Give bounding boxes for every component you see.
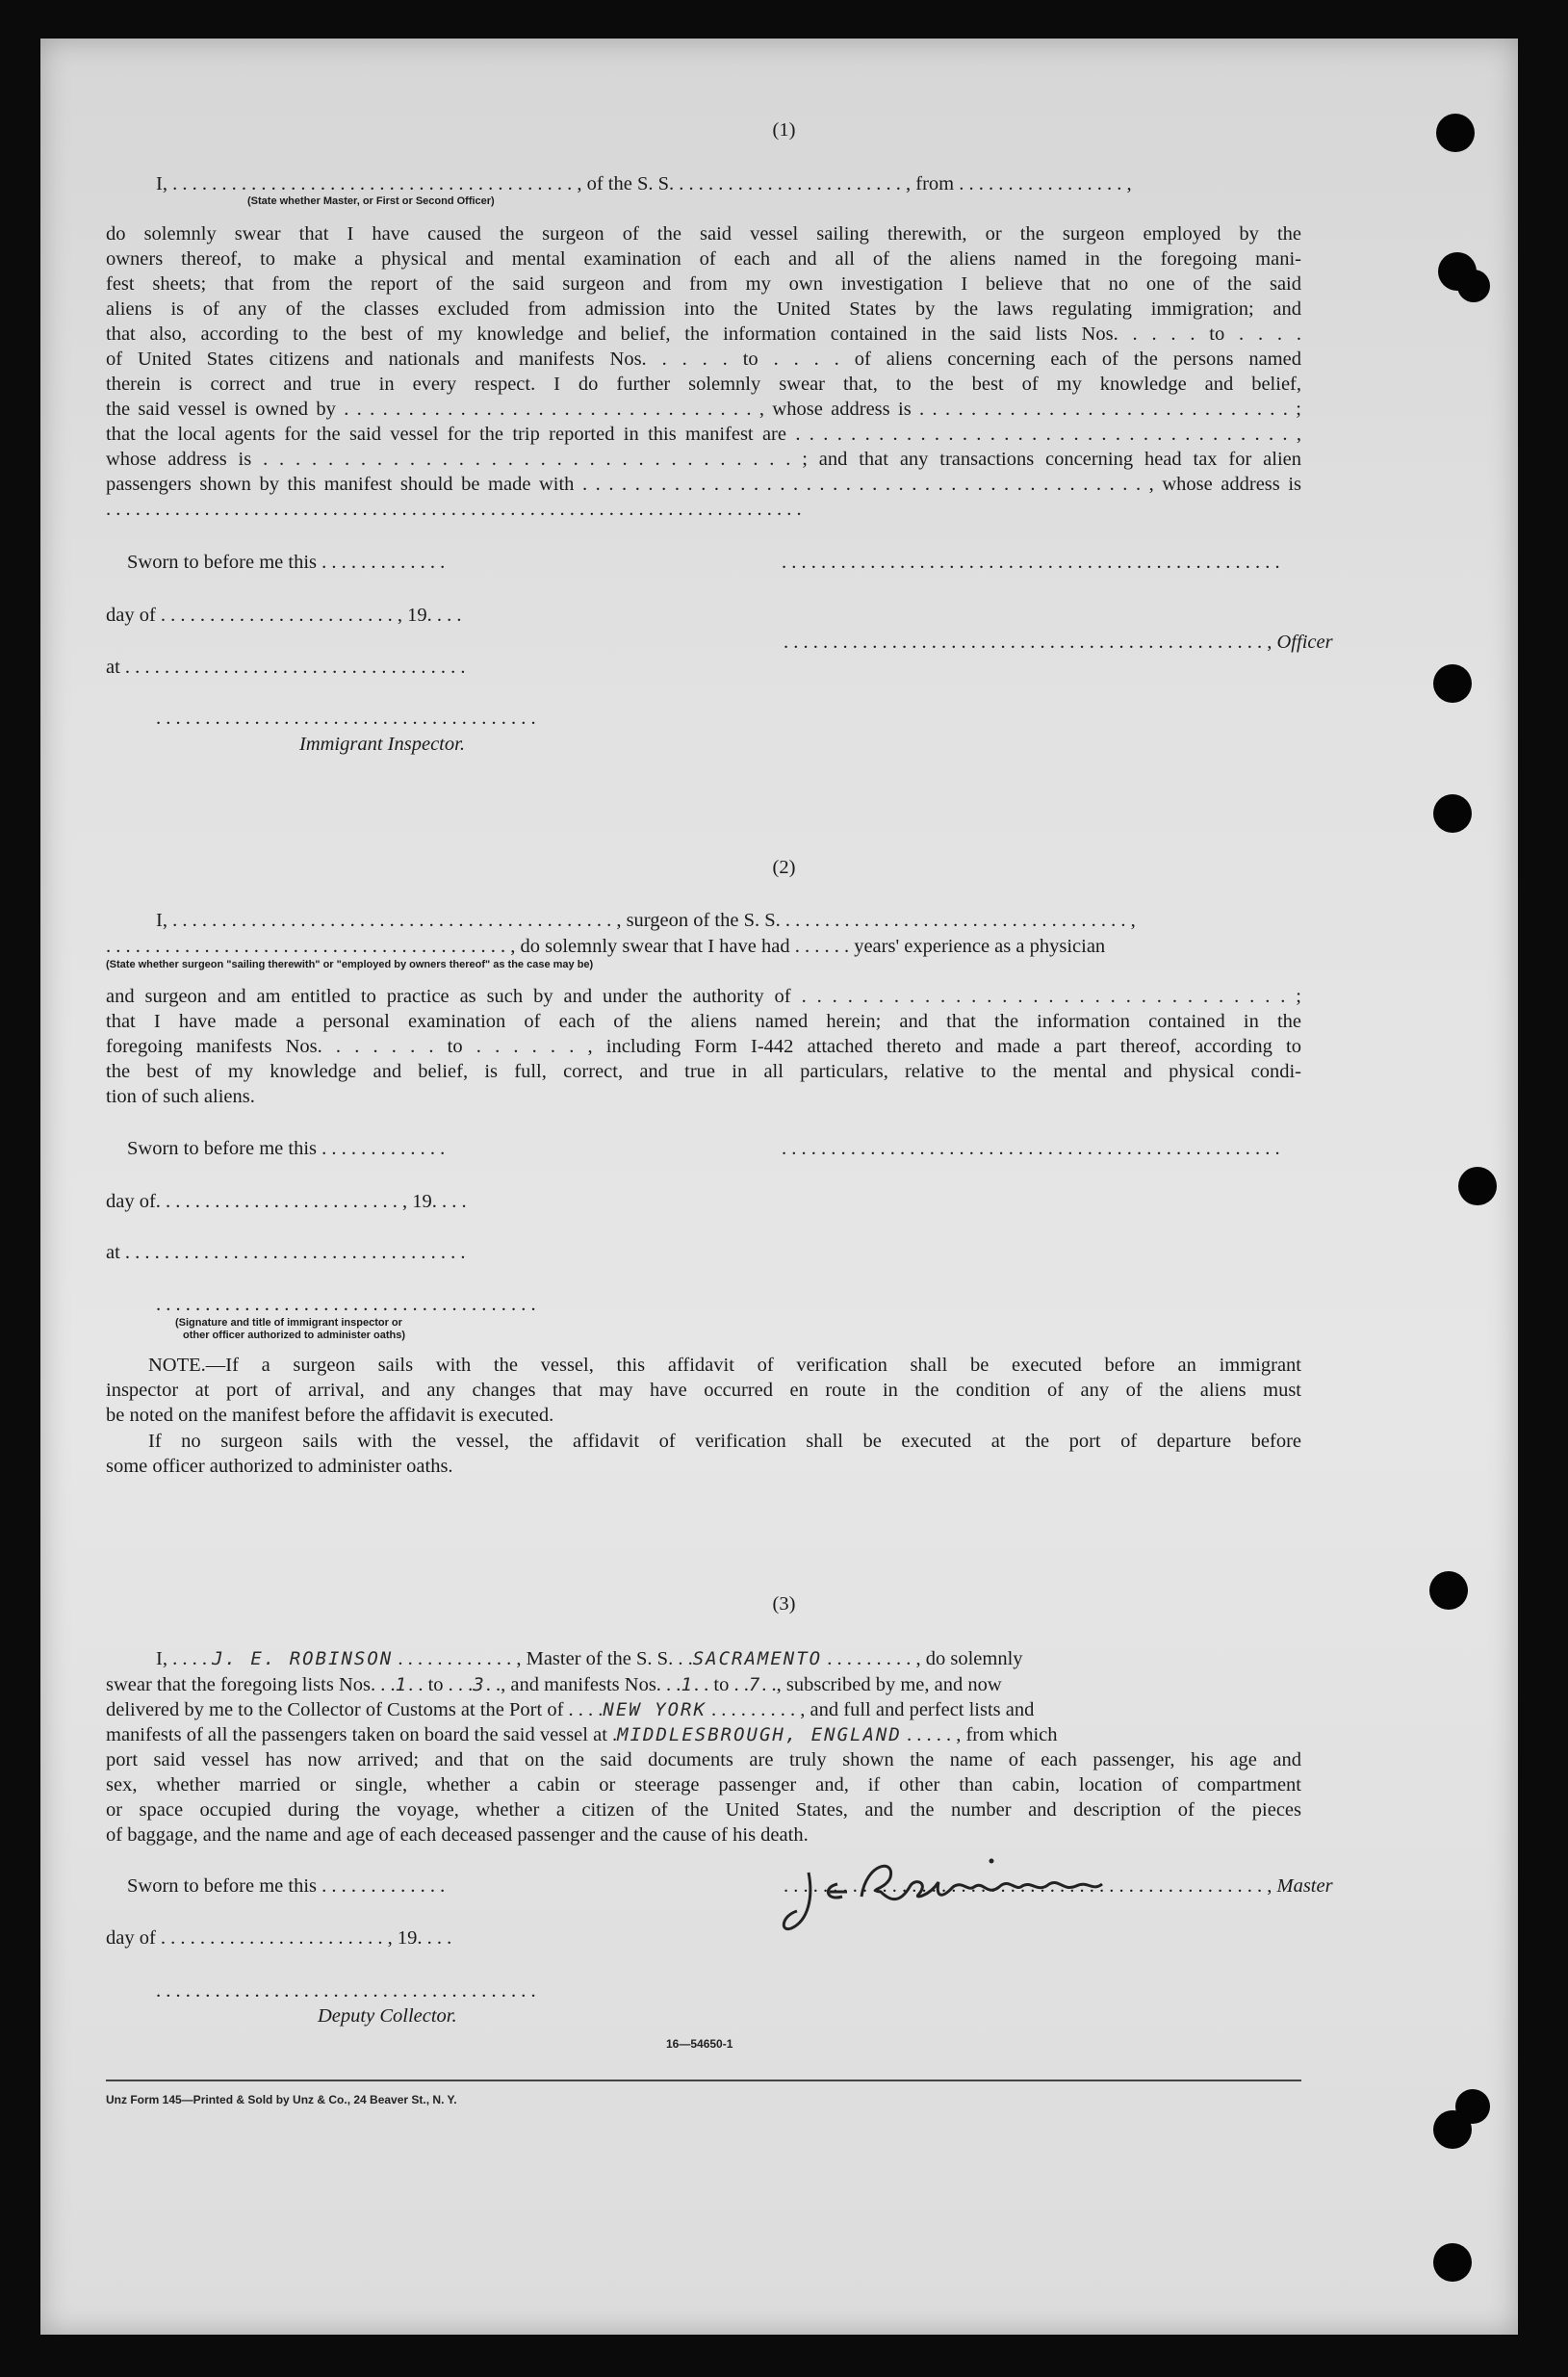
- sec3-l2-e: . ., subscribed by me, and now: [761, 1674, 1002, 1695]
- punch-hole: [1457, 270, 1490, 302]
- sec1-at: at . . . . . . . . . . . . . . . . . . . . . . . . . . . . . . . . . . .: [106, 657, 466, 678]
- sec1-day: day of . . . . . . . . . . . . . . . . . . . . . . . . , 19. . . .: [106, 605, 462, 626]
- sec3-l3-b: . . . . . . . . . , and full and perfect lists and: [706, 1699, 1035, 1720]
- lists-to-handwritten: 3: [473, 1674, 486, 1695]
- sec1-para-line: fest sheets; that from the report of the said surgeon and from my own investigation I believe that no one of the said: [106, 273, 1301, 295]
- sec3-collector-label: Deputy Collector.: [318, 2005, 457, 2027]
- section-2-number: (2): [772, 857, 796, 878]
- sec2-note2-end: some officer authorized to administer oaths.: [106, 1456, 453, 1477]
- sec2-para-line: that I have made a personal examination of each of the aliens named herein; and that the information contained in the: [106, 1011, 1301, 1032]
- sec1-line1: I, . . . . . . . . . . . . . . . . . . . . . . . . . . . . . . . . . . . . . . . . . , of the S. S. . . . . . . . . . . . . . . . . . . . . . . . , from . . . . . . . . . . . . . . . . . ,: [156, 173, 1132, 194]
- sec3-l3-a: delivered by me to the Collector of Customs at the Port of . . . .: [106, 1699, 604, 1720]
- sec2-note-end: be noted on the manifest before the affidavit is executed.: [106, 1405, 554, 1426]
- sec3-line3: [106, 1697, 1034, 1722]
- sec3-line2: [106, 1672, 1002, 1697]
- sec3-l2-c: . ., and manifests Nos. . .: [485, 1674, 681, 1695]
- sec2-para-line: the best of my knowledge and belief, is full, correct, and true in all particulars, relative to the mental and physical condi-: [106, 1061, 1301, 1082]
- sec1-para-line: whose address is . . . . . . . . . . . . . . . . . . . . . . . . . . . . . . . . . ; and that any transactions concerning head tax for alien: [106, 449, 1301, 470]
- punch-hole: [1433, 794, 1472, 833]
- sec3-l1-mid: . . . . . . . . . . . . , Master of the S. S. . .: [393, 1648, 693, 1669]
- sec2-line1: I, . . . . . . . . . . . . . . . . . . . . . . . . . . . . . . . . . . . . . . . . . . . . . , surgeon of the S. S. . . . . . . . . . . . . . . . . . . . . . . . . . . . . . . . . . . . ,: [156, 910, 1136, 931]
- punch-hole: [1458, 1167, 1497, 1205]
- sec3-collector-line: . . . . . . . . . . . . . . . . . . . . . . . . . . . . . . . . . . . . . . .: [156, 1980, 536, 2002]
- sec3-sworn: Sworn to before me this . . . . . . . . . . . . .: [127, 1875, 446, 1897]
- sec2-note2-line: If no surgeon sails with the vessel, the affidavit of verification shall be executed at the port of departure before: [148, 1431, 1301, 1452]
- sec1-para-line: of United States citizens and nationals and manifests Nos. . . . . to . . . . of aliens concerning each of the persons named: [106, 349, 1301, 370]
- sec2-note2-paragraph: [106, 1429, 1301, 1479]
- sec1-para-line: owners thereof, to make a physical and mental examination of each and all of the aliens named in the foregoing mani-: [106, 248, 1301, 270]
- sec1-para-end: . . . . . . . . . . . . . . . . . . . . . . . . . . . . . . . . . . . . . . . . . . . . . . . . . . . . . . . . . . . . . . . . . . . . . . .: [106, 499, 802, 520]
- ship-name-handwritten: SACRAMENTO: [692, 1648, 823, 1669]
- sec3-l2-d: . . to . .: [693, 1674, 749, 1695]
- footer-rule: [106, 2080, 1301, 2081]
- sec3-l2-a: swear that the foregoing lists Nos. . .: [106, 1674, 396, 1695]
- sec3-day: day of . . . . . . . . . . . . . . . . . . . . . . . , 19. . . .: [106, 1927, 452, 1949]
- sec2-paragraph: [106, 984, 1301, 1109]
- sec3-para-line: sex, whether married or single, whether a cabin or steerage passenger and, if other than cabin, location of compartment: [106, 1774, 1301, 1796]
- sec2-day: day of. . . . . . . . . . . . . . . . . . . . . . . . . , 19. . . .: [106, 1191, 467, 1212]
- sec3-l1-suffix: . . . . . . . . . , do solemnly: [822, 1648, 1023, 1669]
- signature-dot: [990, 1859, 994, 1864]
- sec3-para-end: of baggage, and the name and age of each deceased passenger and the cause of his death.: [106, 1824, 809, 1846]
- sec3-line1: [156, 1646, 1023, 1671]
- sec2-note-line: NOTE.—If a surgeon sails with the vessel, this affidavit of verification shall be executed before an immigrant: [148, 1355, 1301, 1376]
- sec1-sworn: Sworn to before me this . . . . . . . . . . . . .: [127, 552, 446, 573]
- sec2-at: at . . . . . . . . . . . . . . . . . . . . . . . . . . . . . . . . . . .: [106, 1242, 466, 1263]
- sec1-officer-label: Officer: [1276, 632, 1333, 653]
- sec1-signature-line: . . . . . . . . . . . . . . . . . . . . . . . . . . . . . . . . . . . . . . . . . . . . . . . . . . .: [782, 552, 1280, 573]
- sec1-inspector-line: . . . . . . . . . . . . . . . . . . . . . . . . . . . . . . . . . . . . . . .: [156, 708, 536, 729]
- sec1-para-line: passengers shown by this manifest should be made with . . . . . . . . . . . . . . . . . . . . . . . . . . . . . . . . . . . . . . . . . . . , whose address is: [106, 474, 1301, 495]
- sec1-para-line: therein is correct and true in every respect. I do further solemnly swear that, to the best of my knowledge and belief,: [106, 374, 1301, 395]
- lists-from-handwritten: 1: [395, 1674, 409, 1695]
- section-3-number: (3): [772, 1593, 796, 1615]
- sec2-note-line: inspector at port of arrival, and any changes that may have occurred en route in the condition of any of the aliens must: [106, 1380, 1301, 1401]
- sec2-para-end: tion of such aliens.: [106, 1086, 255, 1107]
- sec2-para-line: and surgeon and am entitled to practice as such by and under the authority of . . . . . . . . . . . . . . . . . . . . . . . . . . . . . . . . ;: [106, 986, 1301, 1007]
- sec3-line4: [106, 1722, 1058, 1747]
- sec2-inspector-note: (Signature and title of immigrant inspector or: [175, 1317, 402, 1329]
- punch-hole: [1433, 664, 1472, 703]
- manifests-to-handwritten: 7: [748, 1674, 762, 1695]
- footer-printer: Unz Form 145—Printed & Sold by Unz & Co., 24 Beaver St., N. Y.: [106, 2093, 457, 2106]
- departure-port-handwritten: MIDDLESBROUGH, ENGLAND: [617, 1724, 902, 1745]
- punch-hole: [1433, 2243, 1472, 2282]
- sec1-paragraph: [106, 221, 1301, 522]
- sec1-para-line: do solemnly swear that I have caused the surgeon of the said vessel sailing therewith, or the surgeon employed by the: [106, 223, 1301, 245]
- sec2-inspector-line: . . . . . . . . . . . . . . . . . . . . . . . . . . . . . . . . . . . . . . .: [156, 1294, 536, 1315]
- sec2-line2-note: (State whether surgeon "sailing therewith" or "employed by owners thereof" as the case may be): [106, 959, 594, 970]
- signature-stroke: [828, 1884, 847, 1898]
- sec1-para-line: the said vessel is owned by . . . . . . . . . . . . . . . . . . . . . . . . . . . . . . . . , whose address is . . . . . . . . . . . . . . . . . . . . . . . . . . . . . ;: [106, 399, 1301, 420]
- sec2-para-line: foregoing manifests Nos. . . . . . . to . . . . . . , including Form I-442 attached thereto and made a part thereof, according to: [106, 1036, 1301, 1057]
- sec1-officer-line: [784, 630, 1333, 655]
- master-signature: [770, 1844, 1174, 1940]
- punch-hole: [1433, 2110, 1472, 2149]
- sec3-paragraph: [106, 1747, 1301, 1847]
- sec1-para-line: that also, according to the best of my knowledge and belief, the information contained in the said lists Nos. . . . . to . . . .: [106, 323, 1301, 345]
- sec2-inspector-note: other officer authorized to administer oaths): [183, 1330, 406, 1341]
- sec3-para-line: port said vessel has now arrived; and that on the said documents are truly shown the name of each passenger, his age and: [106, 1749, 1301, 1770]
- sec3-l4-a: manifests of all the passengers taken on board the said vessel at .: [106, 1724, 618, 1745]
- sec2-sworn: Sworn to before me this . . . . . . . . . . . . .: [127, 1138, 446, 1159]
- sec1-line1-note: (State whether Master, or First or Second Officer): [247, 195, 495, 207]
- sec2-note-paragraph: [106, 1353, 1301, 1428]
- sec2-signature-line: . . . . . . . . . . . . . . . . . . . . . . . . . . . . . . . . . . . . . . . . . . . . . . . . . . .: [782, 1138, 1280, 1159]
- sec3-l1-prefix: I, . . . .: [156, 1648, 213, 1669]
- port-handwritten: NEW YORK: [603, 1699, 707, 1720]
- master-name-handwritten: J. E. ROBINSON: [212, 1648, 394, 1669]
- sec1-officer-dots: . . . . . . . . . . . . . . . . . . . . . . . . . . . . . . . . . . . . . . . . . . . . . . . . . ,: [784, 632, 1277, 653]
- sec1-para-line: that the local agents for the said vessel for the trip reported in this manifest are . . . . . . . . . . . . . . . . . . . . . . . . . . . . . . . . . . . . ,: [106, 424, 1301, 445]
- signature-stroke: [861, 1866, 1102, 1899]
- sec3-l2-b: . . to . . .: [408, 1674, 474, 1695]
- sec3-l4-b: . . . . . , from which: [901, 1724, 1058, 1745]
- sec3-para-line: or space occupied during the voyage, whether a citizen of the United States, and the number and description of the pieces: [106, 1799, 1301, 1821]
- sec3-master-dots: . . . . . . . . . . . . . . . . . . . . . . . . . . . . . . . . . . . . . . . . . . . . . . . . . ,: [784, 1875, 1277, 1897]
- sec3-master-label: Master: [1276, 1875, 1333, 1897]
- section-1-number: (1): [772, 119, 796, 141]
- sec1-para-line: aliens is of any of the classes excluded from admission into the United States by the laws regulating immigration; and: [106, 298, 1301, 320]
- signature-stroke: [784, 1873, 810, 1929]
- sec1-inspector-label: Immigrant Inspector.: [299, 734, 465, 755]
- manifests-from-handwritten: 1: [681, 1674, 694, 1695]
- sec2-line2: . . . . . . . . . . . . . . . . . . . . . . . . . . . . . . . . . . . . . . . . . , do solemnly swear that I have had . . . . . . years' experience as a physician: [106, 936, 1106, 957]
- form-number: 16—54650-1: [666, 2037, 733, 2051]
